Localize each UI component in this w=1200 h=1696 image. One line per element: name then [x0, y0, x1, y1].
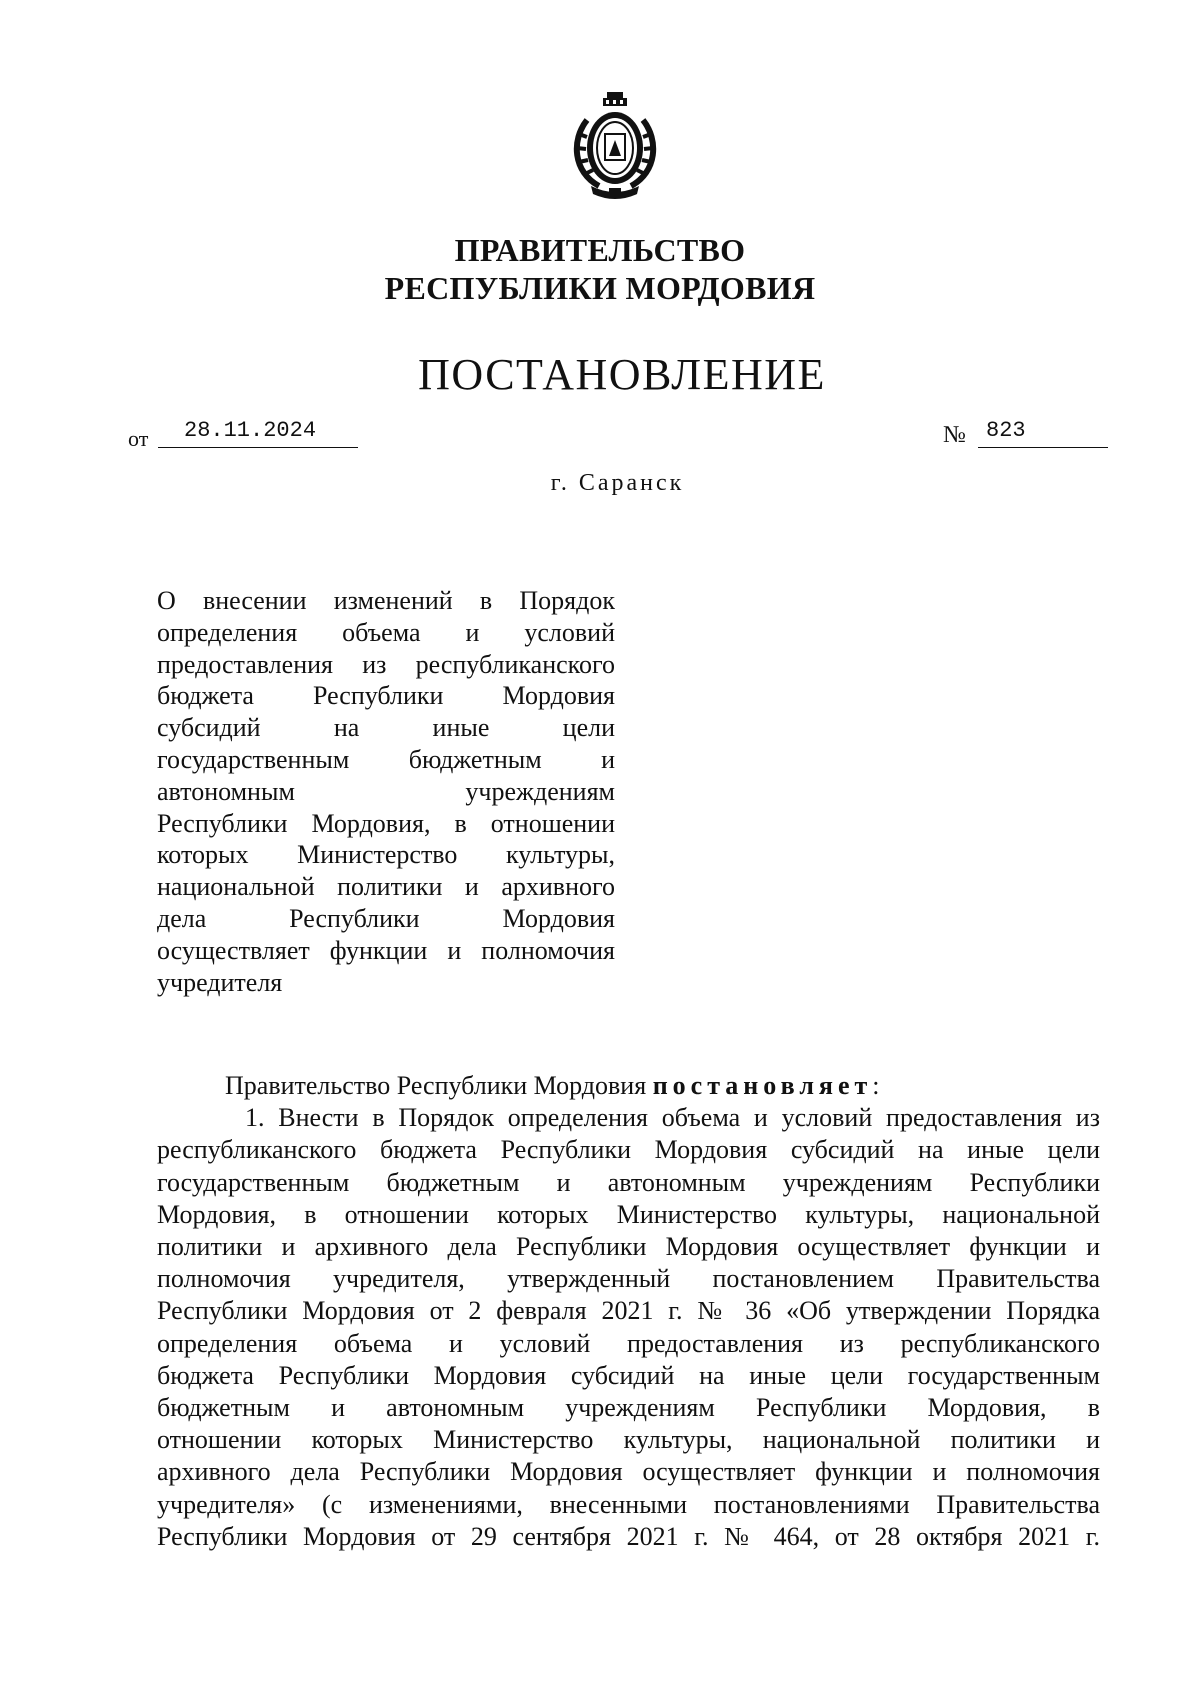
subject-line: автономным учреждениям — [157, 776, 615, 806]
subject-line: национальной политики и архивного — [157, 872, 615, 902]
subject-line: которых Министерство культуры, — [157, 840, 615, 870]
subject-line: предоставления из республиканского — [157, 649, 615, 679]
organization-title-line-2: РЕСПУБЛИКИ МОРДОВИЯ — [384, 270, 816, 306]
document-subject — [157, 585, 615, 998]
intro-verb: постановляет — [652, 1071, 873, 1100]
paragraph-line: республиканского бюджета Республики Мордовия субсидий на иные цели — [157, 1135, 1100, 1165]
subject-line: О внесении изменений в Порядок — [157, 586, 615, 615]
subject-line: государственным бюджетным и — [157, 744, 615, 774]
document-type-title: ПОСТАНОВЛЕНИЕ — [418, 350, 826, 399]
intro-prefix: Правительство Республики Мордовия — [225, 1071, 653, 1100]
subject-line: субсидий на иные цели — [157, 713, 615, 743]
paragraph-line: бюджета Республики Мордовия субсидий на иные цели государственным — [157, 1360, 1100, 1390]
paragraph-line: определения объема и условий предоставления из республиканского — [157, 1328, 1100, 1358]
date-number-row — [128, 420, 1108, 454]
paragraph-line: учредителя» (с изменениями, внесенными постановлениями Правительства — [157, 1489, 1100, 1519]
paragraph-line: политики и архивного дела Республики Мордовия осуществляет функции и — [157, 1232, 1100, 1262]
paragraph-line: отношении которых Министерство культуры, национальной политики и — [157, 1425, 1100, 1455]
paragraph-line: Республики Мордовия от 29 сентября 2021 г. № 464, от 28 октября 2021 г. — [157, 1521, 1100, 1551]
paragraph-line: Республики Мордовия от 2 февраля 2021 г. № 36 «Об утверждении Порядка — [157, 1296, 1100, 1326]
subject-line: осуществляет функции и полномочия — [157, 935, 615, 965]
coat-of-arms-icon — [565, 90, 665, 202]
date-label: от — [128, 426, 149, 451]
subject-line: определения объема и условий — [157, 617, 615, 647]
resolution-intro — [157, 1070, 1100, 1102]
number-label: № — [943, 422, 966, 448]
subject-line: дела Республики Мордовия — [157, 903, 615, 933]
intro-suffix: : — [872, 1071, 880, 1100]
paragraph-line: полномочия учредителя, утвержденный постановлением Правительства — [157, 1264, 1100, 1294]
organization-title-line-1: ПРАВИТЕЛЬСТВО — [454, 232, 746, 268]
city-line: г. Саранск — [550, 470, 685, 496]
subject-line: бюджета Республики Мордовия — [157, 681, 615, 711]
paragraph-line: архивного дела Республики Мордовия осуществляет функции и полномочия — [157, 1457, 1100, 1487]
paragraph-line: 1. Внести в Порядок определения объема и условий предоставления из — [245, 1103, 1100, 1133]
paragraph-line: бюджетным и автономным учреждениям Республики Мордовия, в — [157, 1393, 1100, 1423]
document-date: 28.11.2024 — [158, 418, 358, 448]
paragraph-line: государственным бюджетным и автономным учреждениям Республики — [157, 1167, 1100, 1197]
paragraph-line: Мордовия, в отношении которых Министерство культуры, национальной — [157, 1199, 1100, 1229]
document-body — [157, 1070, 1100, 1553]
subject-line: учредителя — [157, 967, 283, 997]
subject-line: Республики Мордовия, в отношении — [157, 808, 615, 838]
document-number: 823 — [978, 418, 1108, 448]
